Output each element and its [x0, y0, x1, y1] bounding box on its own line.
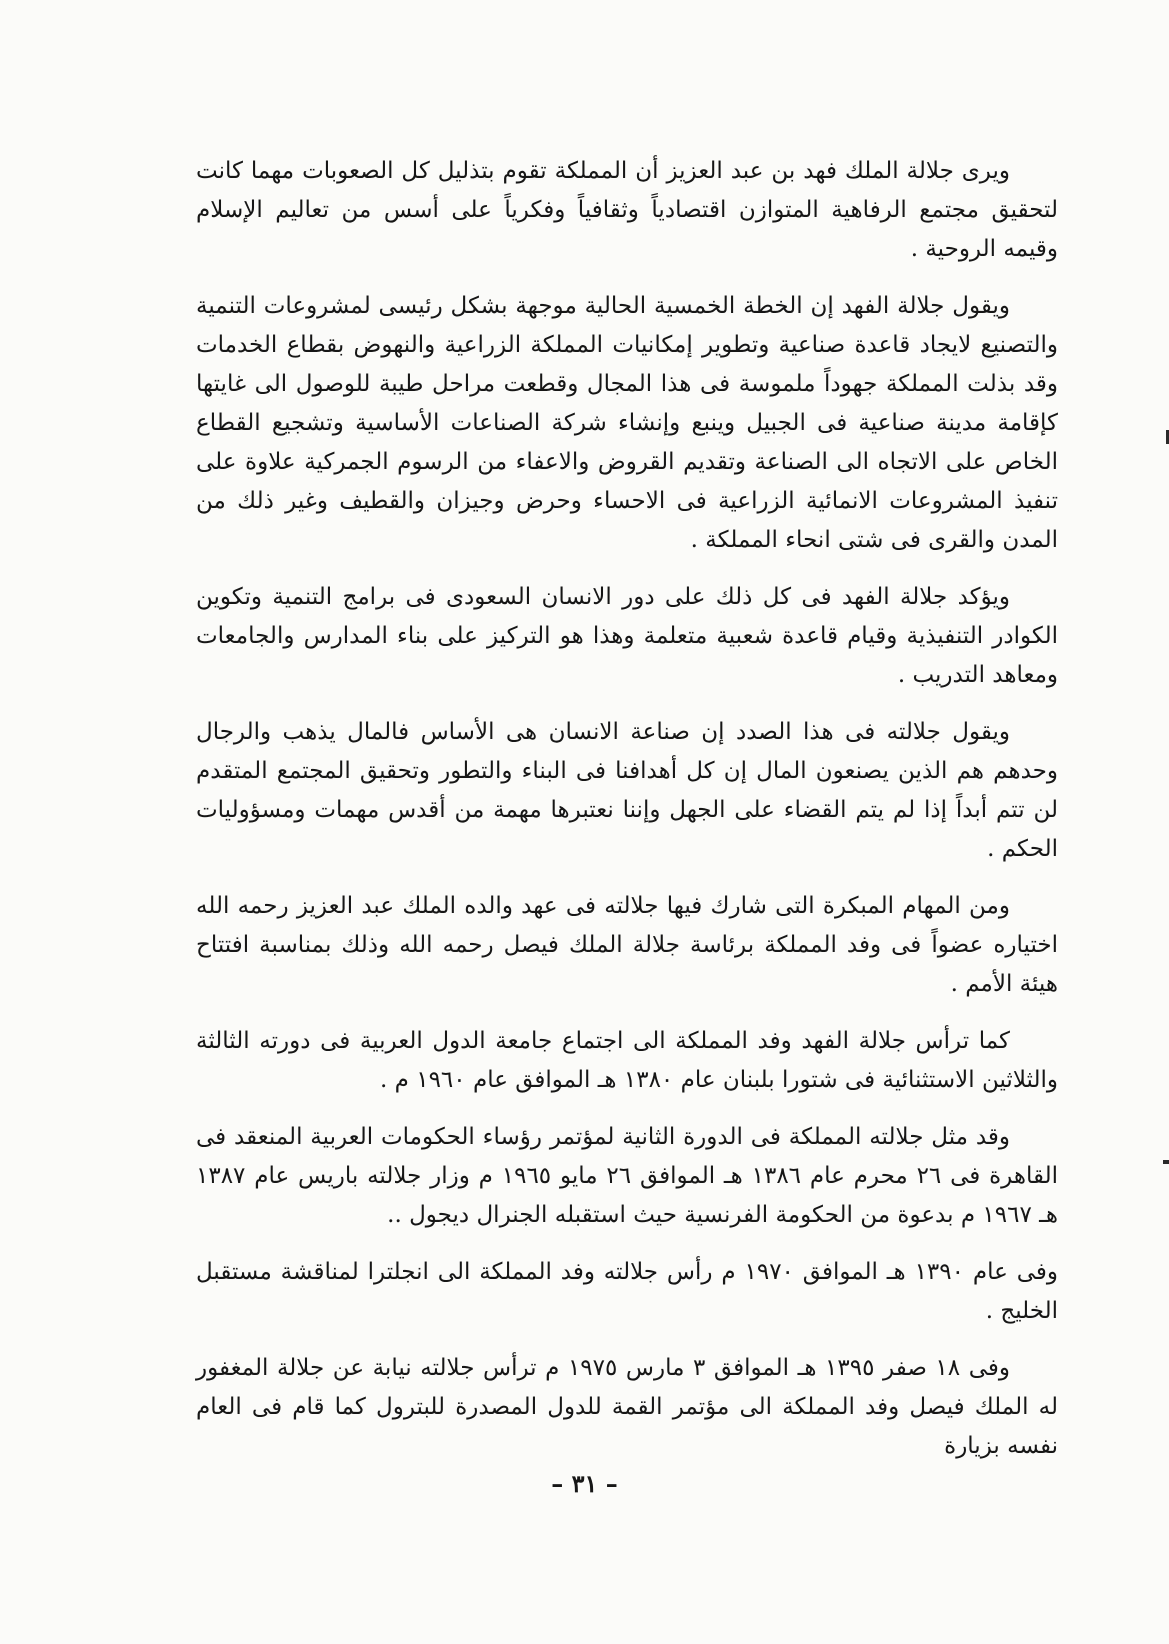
- body-text: [196, 152, 1058, 1484]
- paragraph-five-year-plan: ويقول جلالة الفهد إن الخطة الخمسية الحالية موجهة بشكل رئيسى لمشروعات التنمية والتصنيع لايجاد قاعدة صناعية وتطوير إمكانيات المملكة الزراعية والنهوض بقطاع الخدمات وقد بذلت المملكة جهوداً ملموسة فى هذا المجال وقطعت مراحل طيبة للوصول الى غايتها كإقامة مدينة صناعية فى الجبيل وينبع وإنشاء شركة الصناعات الأساسية وتشجيع القطاع الخاص على الاتجاه الى الصناعة وتقديم القروض والاعفاء من الرسوم الجمركية علاوة على تنفيذ المشروعات الانمائية الزراعية فى الاحساء وحرض وجيزان والقطيف وغير ذلك من المدن والقرى فى شتى انحاء المملكة .: [196, 293, 1058, 553]
- paragraph-arab-league: كما ترأس جلالة الفهد وفد المملكة الى اجتماع جامعة الدول العربية فى دورته الثالثة والثلاثين الاستثنائية فى شتورا بلبنان عام ١٣٨٠ هـ الموافق عام ١٩٦٠ م .: [196, 1028, 1058, 1093]
- paragraph-saudi-human-role: ويؤكد جلالة الفهد فى كل ذلك على دور الانسان السعودى فى برامج التنمية وتكوين الكوادر التنفيذية وقيام قاعدة شعبية متعلمة وهذا هو التركيز على بناء المدارس والجامعات ومعاهد التدريب .: [196, 584, 1058, 688]
- paragraph-opec-summit: وفى ١٨ صفر ١٣٩٥ هـ الموافق ٣ مارس ١٩٧٥ م ترأس جلالته نيابة عن جلالة المغفور له الملك فيصل وفد المملكة الى مؤتمر القمة للدول المصدرة للبترول كما قام فى العام نفسه بزيارة: [196, 1355, 1058, 1459]
- paragraph-england-visit: وفى عام ١٣٩٠ هـ الموافق ١٩٧٠ م رأس جلالته وفد المملكة الى انجلترا لمناقشة مستقبل الخليج .: [196, 1259, 1058, 1324]
- paragraph-king-fahd-welfare: ويرى جلالة الملك فهد بن عبد العزيز أن المملكة تقوم بتذليل كل الصعوبات مهما كانت لتحقيق مجتمع الرفاهية المتوازن اقتصادياً وثقافياً وفكرياً على أسس من تعاليم الإسلام وقيمه الروحية .: [196, 158, 1058, 262]
- paragraph-cairo-paris: وقد مثل جلالته المملكة فى الدورة الثانية لمؤتمر رؤساء الحكومات العربية المنعقد فى القاهرة فى ٢٦ محرم عام ١٣٨٦ هـ الموافق ٢٦ مايو ١٩٦٥ م وزار جلالته باريس عام ١٣٨٧ هـ ١٩٦٧ م بدعوة من الحكومة الفرنسية حيث استقبله الجنرال ديجول ..: [196, 1124, 1059, 1228]
- scan-edge-mark: [1163, 1160, 1169, 1164]
- page-number: – ٣١ –: [551, 1469, 618, 1498]
- paragraph-human-making: ويقول جلالته فى هذا الصدد إن صناعة الانسان هى الأساس فالمال يذهب والرجال وحدهم هم الذين يصنعون المال إن كل أهدافنا فى البناء والتطور وتحقيق المجتمع المتقدم لن تتم أبداً إذا لم يتم القضاء على الجهل وإننا نعتبرها مهمة من أقدس مهمات ومسؤوليات الحكم .: [196, 719, 1058, 862]
- paragraph-early-missions: ومن المهام المبكرة التى شارك فيها جلالته فى عهد والده الملك عبد العزيز رحمه الله اختياره عضواً فى وفد المملكة برئاسة جلالة الملك فيصل رحمه الله وذلك بمناسبة افتتاح هيئة الأمم .: [196, 893, 1058, 997]
